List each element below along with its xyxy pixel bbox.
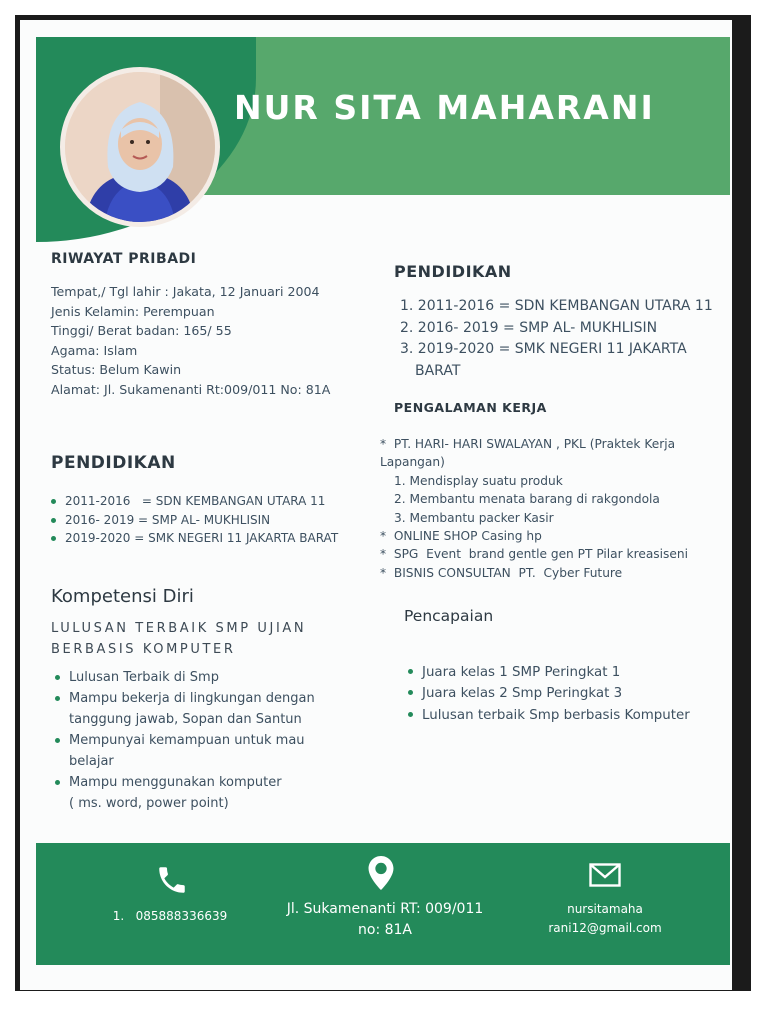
profile-photo <box>60 67 220 227</box>
address-line: Jl. Sukamenanti RT: 009/011 <box>286 901 484 917</box>
education-item-line: 3. 2019-2020 = SMK NEGERI 11 JAKARTA <box>400 341 687 357</box>
education-item-line: BARAT <box>415 362 461 379</box>
education-heading-left: PENDIDIKAN <box>51 453 176 473</box>
list-item <box>53 772 315 814</box>
experience-line: * ONLINE SHOP Casing hp <box>380 529 542 544</box>
list-item-line: Mampu bekerja di lingkungan dengan <box>69 691 315 706</box>
list-item: Juara kelas 2 Smp Peringkat 3 <box>406 683 690 704</box>
list-item-line: tanggung jawab, Sopan dan Santun <box>69 712 302 727</box>
experience-line: * BISNIS CONSULTAN PT. Cyber Future <box>380 565 623 580</box>
personal-line: Tempat,/ Tgl lahir : Jakata, 12 Januari 2004 <box>51 284 320 299</box>
competence-subheading-line: BERBASIS KOMPUTER <box>51 642 236 657</box>
experience-line: 3. Membantu packer Kasir <box>394 510 554 525</box>
experience-line: 2. Membantu menata barang di rakgondola <box>394 492 660 507</box>
education-item-line: 1. 2011-2016 = SDN KEMBANGAN UTARA 11 <box>400 298 713 314</box>
personal-details <box>51 282 330 400</box>
personal-line: Jenis Kelamin: Perempuan <box>51 303 215 319</box>
phone-number: 1. 085888336639 <box>112 909 228 923</box>
personal-line: Agama: Islam <box>51 342 138 358</box>
experience-list <box>380 435 688 582</box>
competence-heading: Kompetensi Diri <box>51 586 194 607</box>
phone-icon <box>155 863 189 901</box>
competence-subheading-line: LULUSAN TERBAIK SMP UJIAN <box>51 621 307 636</box>
candidate-name: NUR SITA MAHARANI <box>234 88 655 127</box>
location-pin-icon <box>367 856 395 894</box>
list-item <box>53 667 315 688</box>
email <box>520 900 690 938</box>
list-item: Lulusan terbaik Smp berbasis Komputer <box>406 705 690 726</box>
personal-heading: RIWAYAT PRIBADI <box>51 251 197 267</box>
list-item: 2016- 2019 = SMP AL- MUKHLISIN <box>49 511 338 530</box>
list-item <box>53 730 315 772</box>
address-line: no: 81A <box>358 922 412 938</box>
envelope-icon <box>589 863 621 891</box>
achievements-heading: Pencapaian <box>404 607 494 625</box>
education-item-line: 2. 2016- 2019 = SMP AL- MUKHLISIN <box>400 319 658 336</box>
address <box>265 899 505 941</box>
experience-line: * PT. HARI- HARI SWALAYAN , PKL (Praktek Kerja <box>380 437 676 451</box>
list-item: 2019-2020 = SMK NEGERI 11 JAKARTA BARAT <box>49 529 338 548</box>
experience-line: 1. Mendisplay suatu produk <box>394 473 563 488</box>
list-item-line: Mampu menggunakan komputer <box>69 775 282 790</box>
list-item <box>53 688 315 730</box>
education-list-left <box>49 492 338 548</box>
list-item-line: belajar <box>69 754 114 769</box>
experience-line: * SPG Event brand gentle gen PT Pilar kreasiseni <box>380 547 688 562</box>
personal-line: Tinggi/ Berat badan: 165/ 55 <box>51 323 232 339</box>
personal-line: Status: Belum Kawin <box>51 362 182 378</box>
email-line: nursitamaha <box>567 902 643 916</box>
email-line: rani12@gmail.com <box>548 921 662 935</box>
list-item: 2011-2016 = SDN KEMBANGAN UTARA 11 <box>49 492 338 511</box>
education-list-right <box>400 296 713 382</box>
experience-heading: PENGALAMAN KERJA <box>394 400 547 415</box>
competence-list <box>53 667 315 814</box>
list-item: Juara kelas 1 SMP Peringkat 1 <box>406 662 690 683</box>
achievements-list <box>406 662 690 726</box>
education-heading-right: PENDIDIKAN <box>394 262 512 281</box>
list-item-line: Lulusan Terbaik di Smp <box>69 670 219 685</box>
experience-line: Lapangan) <box>380 455 445 470</box>
list-item-line: Mempunyai kemampuan untuk mau <box>69 733 305 748</box>
personal-line: Alamat: Jl. Sukamenanti Rt:009/011 No: 81A <box>51 381 331 397</box>
competence-subheading <box>51 618 306 660</box>
resume-page <box>20 20 732 990</box>
list-item-line: ( ms. word, power point) <box>69 796 229 811</box>
